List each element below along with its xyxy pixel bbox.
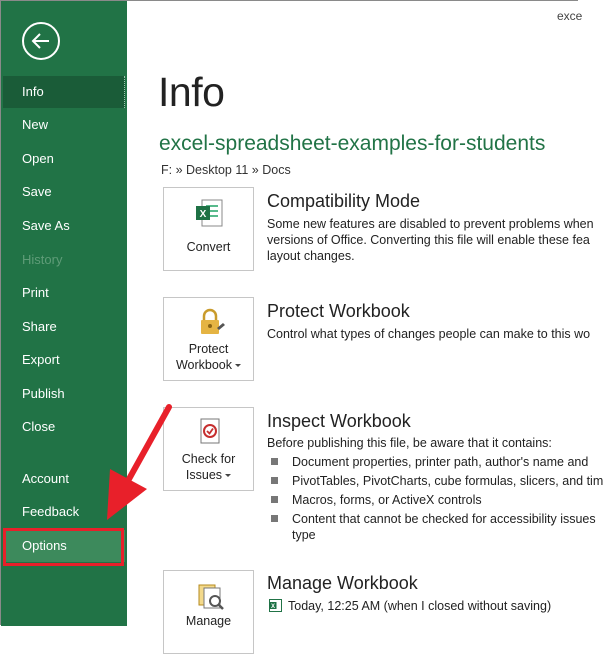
check-label-row	[164, 467, 253, 483]
sidebar-item-account[interactable]: Account	[22, 471, 69, 486]
inspect-bullet-4-cont: type	[292, 528, 316, 542]
svg-text:X: X	[199, 209, 207, 220]
protect-label-row	[164, 357, 253, 373]
window-title: exce	[557, 9, 583, 23]
inspect-title: Inspect Workbook	[267, 411, 411, 431]
sidebar-item-open[interactable]: Open	[22, 151, 54, 166]
manage-workbook-icon	[193, 579, 227, 613]
protect-title: Protect Workbook	[267, 301, 410, 321]
inspect-bullet-2: PivotTables, PivotCharts, cube formulas, slicers, and tim	[292, 474, 603, 488]
compat-desc-line1: Some new features are disabled to prevent problems when	[267, 217, 594, 231]
sidebar-item-publish[interactable]: Publish	[22, 386, 65, 401]
sidebar-item-close[interactable]: Close	[22, 419, 56, 434]
file-path-breadcrumb: F: » Desktop 11 » Docs	[161, 163, 291, 177]
sidebar-item-history: History	[22, 252, 63, 267]
protect-label-line2: Workbook	[175, 358, 233, 372]
bullet-icon	[271, 477, 278, 484]
page-title: Info	[158, 69, 225, 115]
compat-desc-line3: layout changes.	[267, 249, 355, 263]
excel-file-icon	[269, 599, 282, 612]
sidebar-item-save-as[interactable]: Save As	[22, 218, 70, 233]
backstage-sidebar	[1, 1, 127, 626]
sidebar-item-save[interactable]: Save	[22, 184, 52, 199]
file-name: excel-spreadsheet-examples-for-students	[159, 132, 546, 155]
svg-text:X: X	[270, 604, 276, 610]
manage-workbook-button[interactable]	[163, 570, 254, 654]
protect-desc: Control what types of changes people can make to this wo	[267, 327, 591, 341]
sidebar-item-new[interactable]: New	[22, 117, 49, 132]
inspect-document-icon	[193, 416, 227, 450]
convert-label: Convert	[186, 240, 231, 254]
protect-workbook-button[interactable]	[163, 297, 254, 381]
convert-button[interactable]	[163, 187, 254, 271]
excel-convert-icon	[193, 196, 227, 230]
manage-title: Manage Workbook	[267, 573, 418, 593]
autosave-version-link[interactable]: Today, 12:25 AM (when I closed without saving)	[288, 599, 552, 613]
compat-title: Compatibility Mode	[267, 191, 421, 211]
sidebar-item-print[interactable]: Print	[22, 285, 49, 300]
manage-label: Manage	[185, 614, 232, 628]
check-label-line1: Check for	[181, 452, 236, 466]
inspect-bullet-4: Content that cannot be checked for accessibility issues	[292, 512, 596, 526]
sidebar-item-info[interactable]: Info	[3, 76, 125, 108]
back-arrow-icon[interactable]	[22, 22, 60, 60]
sidebar-item-options[interactable]: Options	[3, 530, 125, 562]
compat-desc-line2: versions of Office. Converting this file will enable these fea	[267, 233, 590, 247]
bullet-icon	[271, 515, 278, 522]
inspect-desc: Before publishing this file, be aware that it contains:	[267, 436, 552, 450]
bullet-icon	[271, 496, 278, 503]
inspect-bullet-3: Macros, forms, or ActiveX controls	[292, 493, 482, 507]
protect-label-line1: Protect	[188, 342, 229, 356]
chevron-down-icon	[225, 474, 231, 477]
chevron-down-icon	[235, 364, 241, 367]
check-for-issues-button[interactable]	[163, 407, 254, 491]
bullet-icon	[271, 458, 278, 465]
sidebar-item-share[interactable]: Share	[22, 319, 57, 334]
info-pane	[127, 1, 603, 628]
inspect-bullet-1: Document properties, printer path, author's name and	[292, 455, 589, 469]
sidebar-item-feedback[interactable]: Feedback	[22, 504, 80, 519]
check-label-line2: Issues	[185, 468, 223, 482]
lock-key-icon	[193, 306, 227, 340]
sidebar-item-export[interactable]: Export	[22, 352, 60, 367]
